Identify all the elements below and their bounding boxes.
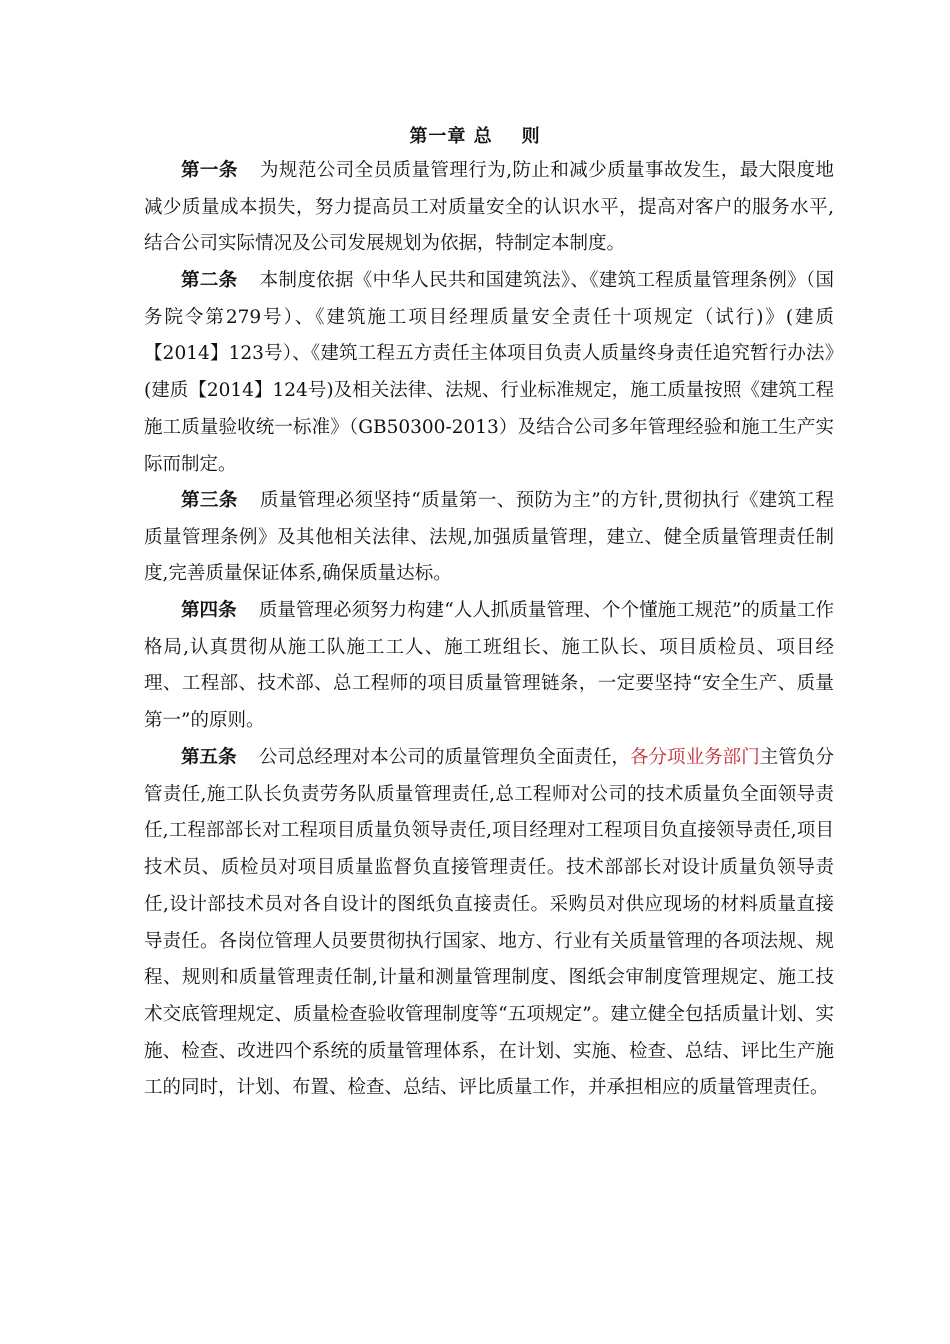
article-2: [144, 263, 834, 483]
article-1-text: 为规范公司全员质量管理行为,防止和减少质量事故发生，最大限度地减少质量成本损失，努力提高员工对质量安全的认识水平，提高对客户的服务水平,结合公司实际情况及公司发展规划为依据，特制定本制度。: [144, 160, 834, 255]
article-2-label: 第二条: [181, 270, 238, 291]
article-5-text-after: 主管负分管责任,施工队长负责劳务队质量管理责任,总工程师对公司的技术质量负全面领导责任,工程部部长对工程项目质量负领导责任,项目经理对工程项目负直接领导责任,项目技术员、质检员对项目质量监督负直接管理责任。技术部部长对设计质量负领导责任,设计部技术员对各自设计的图纸负直接责任。采购员对供应现场的材料质量直接导责任。各岗位管理人员要贯彻执行国家、地方、行业有关质量管理的各项法规、规程、规则和质量管理责任制,计量和测量管理制度、图纸会审制度管理规定、施工技术交底管理规定、质量检查验收管理制度等“五项规定”。建立健全包括质量计划、实施、检查、改进四个系统的质量管理体系，在计划、实施、检查、总结、评比生产施工的同时，计划、布置、检查、总结、评比质量工作，并承担相应的质量管理责任。: [144, 747, 834, 1099]
article-4-label: 第四条: [181, 600, 237, 621]
chapter-title: 第一章 总 则: [409, 126, 541, 147]
article-5-highlight-text: 各分项业务部门: [629, 747, 760, 768]
article-4-text: 质量管理必须努力构建“人人抓质量管理、个个懂施工规范”的质量工作格局,认真贯彻从施工队施工工人、施工班组长、施工队长、项目质检员、项目经理、工程部、技术部、总工程师的项目质量管理链条，一定要坚持“安全生产、质量第一”的原则。: [144, 600, 834, 732]
article-1-label: 第一条: [181, 160, 238, 181]
article-3-text: 质量管理必须坚持“质量第一、预防为主”的方针,贯彻执行《建筑工程质量管理条例》及其他相关法律、法规,加强质量管理，建立、健全质量管理责任制度,完善质量保证体系,确保质量达标。: [144, 490, 834, 585]
article-5-text-before: 公司总经理对本公司的质量管理负全面责任，: [258, 747, 630, 768]
article-1: [144, 153, 834, 263]
article-3-label: 第三条: [181, 490, 238, 511]
article-3: [144, 483, 834, 593]
article-2-text: 本制度依据《中华人民共和国建筑法》、《建筑工程质量管理条例》（国务院令第279号）、《建筑施工项目经理质量安全责任十项规定（试行)》(建质【2014】123号）、《建筑工程五方责任主体项目负责人质量终身责任追究暂行办法》(建质【2014】124号)及相关法律、法规、行业标准规定，施工质量按照《建筑工程施工质量验收统一标准》（GB50300-2013）及结合公司多年管理经验和施工生产实际而制定。: [144, 270, 834, 475]
article-4: [144, 593, 834, 740]
article-5: [144, 740, 834, 1107]
article-5-label: 第五条: [181, 747, 237, 768]
